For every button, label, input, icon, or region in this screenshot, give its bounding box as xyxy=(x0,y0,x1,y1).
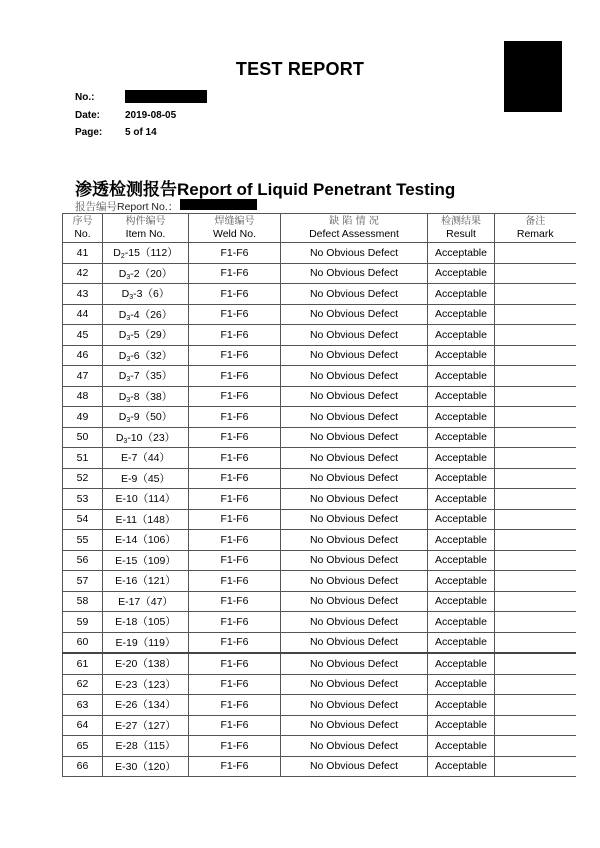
cell-defect: No Obvious Defect xyxy=(281,715,428,736)
item-rest: -3（6） xyxy=(133,288,170,301)
cell-defect: No Obvious Defect xyxy=(281,695,428,716)
cell-remark xyxy=(495,448,576,469)
section-heading xyxy=(75,175,455,200)
cell-item xyxy=(103,325,189,346)
cell-defect: No Obvious Defect xyxy=(281,448,428,469)
cell-defect: No Obvious Defect xyxy=(281,325,428,346)
item-rest: -5（29） xyxy=(130,329,173,342)
cell-remark xyxy=(495,591,576,612)
report-title: TEST REPORT xyxy=(235,59,365,79)
table-row xyxy=(63,571,576,592)
table-row xyxy=(63,243,576,264)
item-rest: -8（38） xyxy=(130,390,173,403)
cell-no: 47 xyxy=(63,366,103,387)
cell-result: Acceptable xyxy=(428,612,495,633)
cell-weld: F1-F6 xyxy=(189,448,281,469)
cell-no: 62 xyxy=(63,674,103,695)
item-subscript: 3 xyxy=(126,355,131,363)
cell-defect: No Obvious Defect xyxy=(281,407,428,428)
cell-remark xyxy=(495,489,576,510)
cell-no: 53 xyxy=(63,489,103,510)
redaction-block-no xyxy=(125,90,207,103)
cell-item xyxy=(103,695,189,716)
cell-defect: No Obvious Defect xyxy=(281,304,428,325)
cell-remark xyxy=(495,612,576,633)
cell-item xyxy=(103,243,189,264)
cell-defect: No Obvious Defect xyxy=(281,263,428,284)
cell-defect: No Obvious Defect xyxy=(281,632,428,653)
cell-no: 41 xyxy=(63,243,103,264)
cell-no: 44 xyxy=(63,304,103,325)
table-row xyxy=(63,715,576,736)
cell-result: Acceptable xyxy=(428,591,495,612)
cell-item xyxy=(103,366,189,387)
item-rest: -15（112） xyxy=(124,247,178,260)
cell-result: Acceptable xyxy=(428,550,495,571)
item-subscript: 3 xyxy=(126,376,131,384)
cell-no: 59 xyxy=(63,612,103,633)
cell-item xyxy=(103,407,189,428)
cell-no: 64 xyxy=(63,715,103,736)
cell-no: 60 xyxy=(63,632,103,653)
cell-remark xyxy=(495,571,576,592)
cell-defect: No Obvious Defect xyxy=(281,736,428,757)
item-prefix: E-10（114） xyxy=(115,493,176,506)
cell-result: Acceptable xyxy=(428,509,495,530)
meta-date xyxy=(75,110,176,121)
cell-no: 50 xyxy=(63,427,103,448)
item-rest: -4（26） xyxy=(130,308,173,321)
cell-result: Acceptable xyxy=(428,468,495,489)
cell-result: Acceptable xyxy=(428,427,495,448)
cell-weld: F1-F6 xyxy=(189,612,281,633)
cell-no: 49 xyxy=(63,407,103,428)
table-row xyxy=(63,653,576,674)
cell-weld: F1-F6 xyxy=(189,345,281,366)
cell-item xyxy=(103,653,189,674)
item-prefix: E-16（121） xyxy=(115,575,176,588)
cell-weld: F1-F6 xyxy=(189,530,281,551)
cell-remark xyxy=(495,715,576,736)
cell-defect: No Obvious Defect xyxy=(281,489,428,510)
cell-defect: No Obvious Defect xyxy=(281,243,428,264)
table-row xyxy=(63,448,576,469)
cell-defect: No Obvious Defect xyxy=(281,550,428,571)
item-prefix: E-9（45） xyxy=(120,472,171,485)
cell-defect: No Obvious Defect xyxy=(281,345,428,366)
cell-no: 61 xyxy=(63,653,103,674)
cell-item xyxy=(103,736,189,757)
cell-weld: F1-F6 xyxy=(189,550,281,571)
item-rest: -9（50） xyxy=(130,411,173,424)
cell-remark xyxy=(495,366,576,387)
col-header-item: 构件编号 Item No. xyxy=(103,214,189,243)
table-row xyxy=(63,366,576,387)
cell-item xyxy=(103,284,189,305)
item-prefix: D xyxy=(118,308,127,321)
item-rest: -6（32） xyxy=(130,349,173,362)
cell-defect: No Obvious Defect xyxy=(281,756,428,777)
item-prefix: E-28（115） xyxy=(115,740,176,753)
cell-defect: No Obvious Defect xyxy=(281,530,428,551)
cell-remark xyxy=(495,304,576,325)
item-subscript: 2 xyxy=(120,253,125,261)
cell-weld: F1-F6 xyxy=(189,509,281,530)
cell-no: 54 xyxy=(63,509,103,530)
cell-defect: No Obvious Defect xyxy=(281,366,428,387)
cell-result: Acceptable xyxy=(428,448,495,469)
cell-weld: F1-F6 xyxy=(189,695,281,716)
cell-weld: F1-F6 xyxy=(189,756,281,777)
page-label: Page: xyxy=(75,127,103,138)
col-header-remark: 备注 Remark xyxy=(495,214,576,243)
cell-weld: F1-F6 xyxy=(189,304,281,325)
item-prefix: D xyxy=(115,431,124,444)
cell-result: Acceptable xyxy=(428,345,495,366)
cell-item xyxy=(103,448,189,469)
date-label: Date: xyxy=(75,110,101,121)
table-row xyxy=(63,407,576,428)
col-header-result: 检测结果 Result xyxy=(428,214,495,243)
item-prefix: D xyxy=(118,349,127,362)
item-prefix: E-14（106） xyxy=(115,534,176,547)
report-no-label-en: Report No.： xyxy=(117,201,179,213)
cell-weld: F1-F6 xyxy=(189,736,281,757)
cell-item xyxy=(103,386,189,407)
table-row xyxy=(63,530,576,551)
cell-defect: No Obvious Defect xyxy=(281,591,428,612)
cell-weld: F1-F6 xyxy=(189,284,281,305)
cell-no: 43 xyxy=(63,284,103,305)
cell-remark xyxy=(495,550,576,571)
cell-result: Acceptable xyxy=(428,530,495,551)
cell-item xyxy=(103,715,189,736)
cell-remark xyxy=(495,427,576,448)
meta-no xyxy=(75,92,125,103)
cell-item xyxy=(103,345,189,366)
item-subscript: 3 xyxy=(126,417,131,425)
cell-result: Acceptable xyxy=(428,284,495,305)
table-row xyxy=(63,695,576,716)
item-prefix: E-19（119） xyxy=(115,636,176,649)
cell-no: 56 xyxy=(63,550,103,571)
cell-item xyxy=(103,571,189,592)
cell-remark xyxy=(495,325,576,346)
table-row xyxy=(63,489,576,510)
cell-no: 65 xyxy=(63,736,103,757)
cell-weld: F1-F6 xyxy=(189,243,281,264)
cell-no: 52 xyxy=(63,468,103,489)
cell-item xyxy=(103,489,189,510)
cell-result: Acceptable xyxy=(428,756,495,777)
cell-defect: No Obvious Defect xyxy=(281,674,428,695)
report-no-line xyxy=(75,199,178,214)
cell-defect: No Obvious Defect xyxy=(281,571,428,592)
cell-result: Acceptable xyxy=(428,304,495,325)
cell-result: Acceptable xyxy=(428,571,495,592)
cell-result: Acceptable xyxy=(428,243,495,264)
item-prefix: E-23（123） xyxy=(115,678,176,691)
cell-weld: F1-F6 xyxy=(189,325,281,346)
cell-remark xyxy=(495,509,576,530)
item-prefix: E-15（109） xyxy=(115,554,176,567)
cell-no: 55 xyxy=(63,530,103,551)
table-row xyxy=(63,468,576,489)
cell-defect: No Obvious Defect xyxy=(281,284,428,305)
cell-remark xyxy=(495,653,576,674)
cell-remark xyxy=(495,632,576,653)
item-prefix: D xyxy=(118,370,127,383)
cell-item xyxy=(103,756,189,777)
cell-no: 51 xyxy=(63,448,103,469)
item-prefix: D xyxy=(113,247,121,260)
cell-weld: F1-F6 xyxy=(189,468,281,489)
cell-result: Acceptable xyxy=(428,653,495,674)
cell-defect: No Obvious Defect xyxy=(281,386,428,407)
cell-item xyxy=(103,612,189,633)
cell-no: 57 xyxy=(63,571,103,592)
item-prefix: E-18（105） xyxy=(115,616,176,629)
item-prefix: E-30（120） xyxy=(115,760,176,773)
cell-item xyxy=(103,263,189,284)
item-prefix: E-7（44） xyxy=(120,452,171,465)
item-subscript: 3 xyxy=(126,396,131,404)
cell-weld: F1-F6 xyxy=(189,386,281,407)
item-rest: -2（20） xyxy=(130,267,173,280)
table-row xyxy=(63,304,576,325)
cell-result: Acceptable xyxy=(428,489,495,510)
cell-item xyxy=(103,550,189,571)
item-subscript: 3 xyxy=(126,335,131,343)
table-row xyxy=(63,591,576,612)
table-row xyxy=(63,325,576,346)
cell-no: 42 xyxy=(63,263,103,284)
cell-remark xyxy=(495,243,576,264)
cell-weld: F1-F6 xyxy=(189,263,281,284)
table-row xyxy=(63,509,576,530)
table-row xyxy=(63,386,576,407)
cell-remark xyxy=(495,736,576,757)
cell-item xyxy=(103,632,189,653)
cell-remark xyxy=(495,756,576,777)
item-prefix: D xyxy=(118,329,127,342)
page-value: 5 of 14 xyxy=(125,127,157,138)
item-rest: -7（35） xyxy=(130,370,173,383)
item-prefix: D xyxy=(118,411,127,424)
item-subscript: 3 xyxy=(126,273,131,281)
item-prefix: D xyxy=(121,288,130,301)
cell-remark xyxy=(495,674,576,695)
cell-defect: No Obvious Defect xyxy=(281,612,428,633)
col-header-weld: 焊缝编号 Weld No. xyxy=(189,214,281,243)
item-rest: -10（23） xyxy=(127,431,176,444)
cell-item xyxy=(103,530,189,551)
cell-weld: F1-F6 xyxy=(189,571,281,592)
item-prefix: E-26（134） xyxy=(115,699,176,712)
table-row xyxy=(63,345,576,366)
cell-defect: No Obvious Defect xyxy=(281,427,428,448)
cell-item xyxy=(103,674,189,695)
cell-weld: F1-F6 xyxy=(189,489,281,510)
cell-remark xyxy=(495,345,576,366)
meta-page xyxy=(75,127,157,138)
cell-no: 66 xyxy=(63,756,103,777)
cell-item xyxy=(103,427,189,448)
cell-result: Acceptable xyxy=(428,325,495,346)
redaction-block-report-no xyxy=(180,199,257,210)
table-row xyxy=(63,427,576,448)
cell-no: 46 xyxy=(63,345,103,366)
cell-item xyxy=(103,468,189,489)
cell-remark xyxy=(495,284,576,305)
cell-no: 48 xyxy=(63,386,103,407)
cell-defect: No Obvious Defect xyxy=(281,468,428,489)
cell-item xyxy=(103,591,189,612)
cell-remark xyxy=(495,695,576,716)
cell-defect: No Obvious Defect xyxy=(281,509,428,530)
cell-weld: F1-F6 xyxy=(189,653,281,674)
table-row xyxy=(63,284,576,305)
item-prefix: E-27（127） xyxy=(115,719,176,732)
cell-remark xyxy=(495,386,576,407)
cell-weld: F1-F6 xyxy=(189,407,281,428)
cell-remark xyxy=(495,468,576,489)
table-header-row xyxy=(63,214,576,243)
cell-no: 45 xyxy=(63,325,103,346)
cell-weld: F1-F6 xyxy=(189,427,281,448)
item-prefix: E-17（47） xyxy=(118,595,173,608)
cell-weld: F1-F6 xyxy=(189,674,281,695)
cell-result: Acceptable xyxy=(428,695,495,716)
col-header-no: 序号 No. xyxy=(63,214,103,243)
report-no-label-zh: 报告编号 xyxy=(75,201,117,213)
item-prefix: E-11（148） xyxy=(115,513,176,526)
item-prefix: E-20（138） xyxy=(115,658,176,671)
table-row xyxy=(63,632,576,653)
item-subscript: 3 xyxy=(129,294,134,302)
item-subscript: 3 xyxy=(123,437,128,445)
cell-remark xyxy=(495,263,576,284)
cell-no: 63 xyxy=(63,695,103,716)
section-title-zh: 渗透检测报告 xyxy=(75,180,177,200)
no-label: No.: xyxy=(75,92,95,103)
table-row xyxy=(63,674,576,695)
cell-weld: F1-F6 xyxy=(189,366,281,387)
cell-result: Acceptable xyxy=(428,386,495,407)
table-row xyxy=(63,263,576,284)
cell-result: Acceptable xyxy=(428,632,495,653)
cell-result: Acceptable xyxy=(428,736,495,757)
cell-result: Acceptable xyxy=(428,674,495,695)
cell-no: 58 xyxy=(63,591,103,612)
table-row xyxy=(63,550,576,571)
table-row xyxy=(63,612,576,633)
cell-defect: No Obvious Defect xyxy=(281,653,428,674)
date-value: 2019-08-05 xyxy=(125,110,177,121)
cell-result: Acceptable xyxy=(428,366,495,387)
cell-weld: F1-F6 xyxy=(189,632,281,653)
cell-weld: F1-F6 xyxy=(189,715,281,736)
item-prefix: D xyxy=(118,267,127,280)
cell-remark xyxy=(495,407,576,428)
table-row xyxy=(63,736,576,757)
cell-item xyxy=(103,509,189,530)
table-row xyxy=(63,756,576,777)
cell-result: Acceptable xyxy=(428,407,495,428)
cell-remark xyxy=(495,530,576,551)
redaction-block-logo xyxy=(504,41,562,112)
cell-result: Acceptable xyxy=(428,715,495,736)
cell-result: Acceptable xyxy=(428,263,495,284)
cell-weld: F1-F6 xyxy=(189,591,281,612)
item-prefix: D xyxy=(118,390,127,403)
section-title-en: Report of Liquid Penetrant Testing xyxy=(177,180,456,199)
col-header-defect: 缺 陷 情 况 Defect Assessment xyxy=(281,214,428,243)
results-table xyxy=(62,213,576,777)
item-subscript: 3 xyxy=(126,314,131,322)
cell-item xyxy=(103,304,189,325)
